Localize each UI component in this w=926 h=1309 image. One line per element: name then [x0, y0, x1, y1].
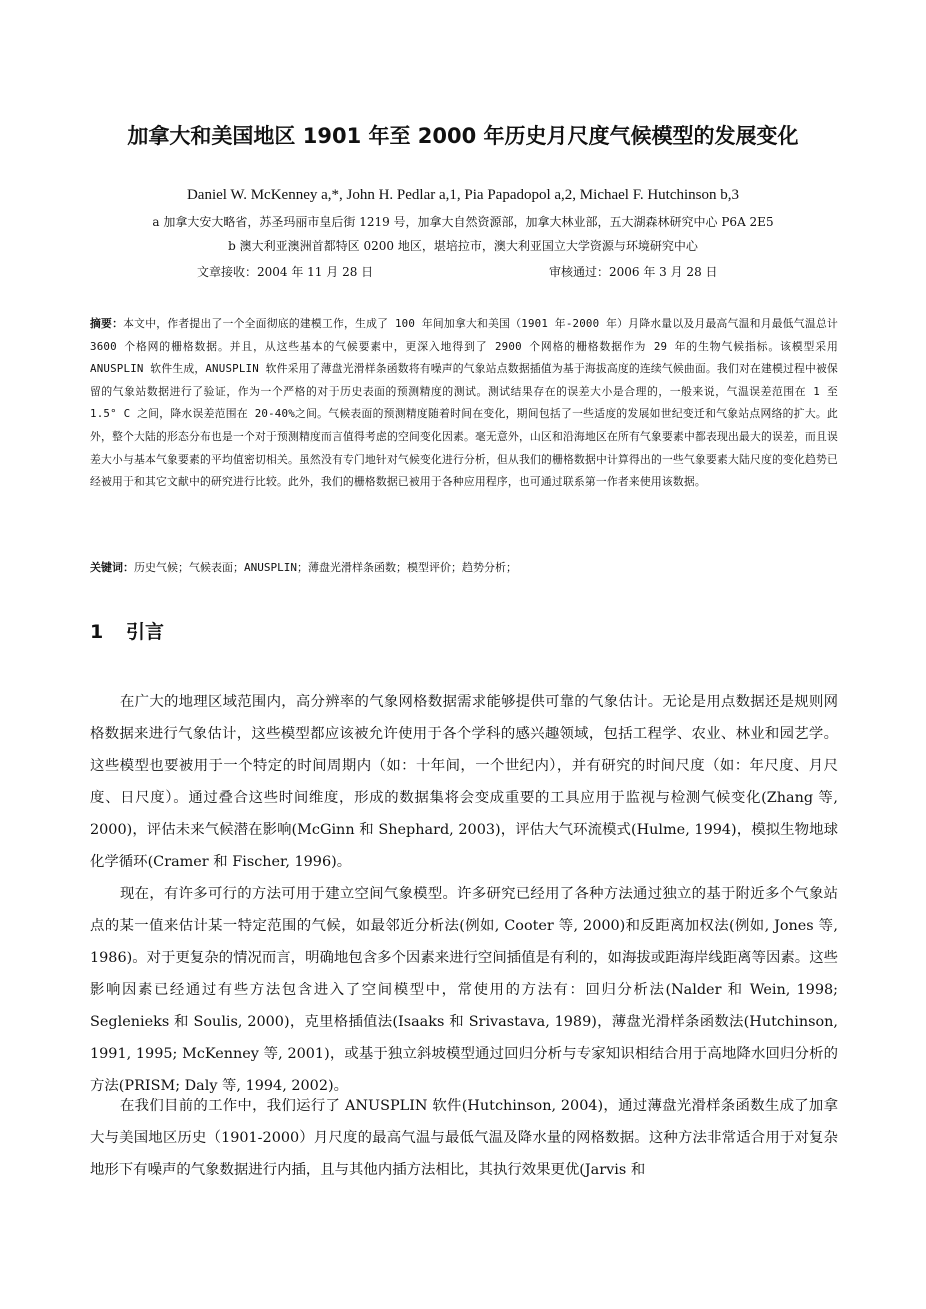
affiliation-a: a 加拿大安大略省，苏圣玛丽市皇后街 1219 号，加拿大自然资源部，加拿大林业部，五大湖森林研究中心 P6A 2E5	[152, 215, 774, 229]
abstract	[90, 313, 838, 494]
affiliation-b: b 澳大利亚澳洲首都特区 0200 地区，堪培拉市，澳大利亚国立大学资源与环境研究中心	[228, 239, 698, 253]
keywords-text: 历史气候；气候表面；ANUSPLIN；薄盘光滑样条函数；模型评价；趋势分析；	[134, 561, 517, 574]
body-paragraph: 在广大的地理区域范围内，高分辨率的气象网格数据需求能够提供可靠的气象估计。无论是用点数据还是规则网格数据来进行气象估计，这些模型都应该被允许使用于各个学科的感兴趣领域，包括工程学、农业、林业和园艺学。这些模型也要被用于一个特定的时间周期内（如：十年间，一个世纪内），并有研究的时间尺度（如：年尺度、月尺度、日尺度）。通过叠合这些时间维度，形成的数据集将会变成重要的工具应用于监视与检测气候变化(Zhang 等, 2000)，评估未来气候潜在影响(McGinn 和 Shephard, 2003)，评估大气环流模式(Hulme, 1994)，模拟生物地球化学循环(Cramer 和 Fischer, 1996)。	[90, 694, 838, 870]
section-heading	[90, 617, 164, 647]
body-paragraph: 现在，有许多可行的方法可用于建立空间气象模型。许多研究已经用了各种方法通过独立的基于附近多个气象站点的某一值来估计某一特定范围的气候，如最邻近分析法(例如, Cooter 等, 2000)和反距离加权法(例如, Jones 等, 1986)。对于更复杂的情况而言，明确地包含多个因素来进行空间插值是有利的，如海拔或距海岸线距离等因素。这些影响因素已经通过有些方法包含进入了空间模型中，常使用的方法有：回归分析法(Nalder 和 Wein, 1998; Seglenieks 和 Soulis, 2000)，克里格插值法(Isaaks 和 Srivastava, 1989)，薄盘光滑样条函数法(Hutchinson, 1991, 1995; McKenney 等, 2001)，或基于独立斜坡模型通过回归分析与专家知识相结合用于高地降水回归分析的方法(PRISM; Daly 等, 1994, 2002)。	[90, 886, 838, 1094]
abstract-text: 本文中，作者提出了一个全面彻底的建模工作，生成了 100 年间加拿大和美国（1901 年-2000 年）月降水量以及月最高气温和月最低气温总计 3600 个格网的栅格数据。并且，从这些基本的气候要素中，更深入地得到了 2900 个网格的栅格数据作为 29 年的生物气候指标。该模型采用 ANUSPLIN 软件生成，ANUSPLIN 软件采用了薄盘光滑样条函数将有噪声的气象站点数据插值为基于海拔高度的连续气候曲面。我们对在建模过程中被保留的气象站数据进行了验证，作为一个严格的对于历史表面的预测精度的测试。测试结果存在的误差大小是合理的，一般来说，气温误差范围在 1 至 1.5° C 之间，降水误差范围在 20-40%之间。气候表面的预测精度随着时间在变化，期间包括了一些适度的发展如世纪变迁和气象站点网络的扩大。此外，整个大陆的形态分布也是一个对于预测精度而言值得考虑的空间变化因素。毫无意外，山区和沿海地区在所有气象要素中都表现出最大的误差，而且误差大小与基本气象要素的平均值密切相关。虽然没有专门地针对气候变化进行分析，但从我们的栅格数据中计算得出的一些气象要素大陆尺度的变化趋势已经被用于和其它文献中的研究进行比较。此外，我们的栅格数据已被用于各种应用程序，也可通过联系第一作者来使用该数据。	[90, 317, 838, 489]
received-date: 文章接收：2004 年 11 月 28 日	[197, 265, 374, 279]
keywords-label: 关键词：	[90, 561, 134, 574]
accepted-date: 审核通过：2006 年 3 月 28 日	[549, 265, 718, 279]
section-title: 引言	[126, 621, 165, 643]
paper-title: 加拿大和美国地区 1901 年至 2000 年历史月尺度气候模型的发展变化	[127, 124, 799, 148]
author-list: Daniel W. McKenney a,*, John H. Pedlar a,1, Pia Papadopol a,2, Michael F. Hutchinson b,3	[186, 187, 740, 203]
section-number: 1	[90, 621, 104, 643]
abstract-label: 摘要：	[90, 317, 124, 330]
keywords	[90, 557, 838, 579]
body-paragraph: 在我们目前的工作中，我们运行了 ANUSPLIN 软件(Hutchinson, 2004)，通过薄盘光滑样条函数生成了加拿大与美国地区历史（1901-2000）月尺度的最高气温与最低气温及降水量的网格数据。这种方法非常适合用于对复杂地形下有噪声的气象数据进行内插，且与其他内插方法相比，其执行效果更优(Jarvis 和	[90, 1098, 838, 1178]
